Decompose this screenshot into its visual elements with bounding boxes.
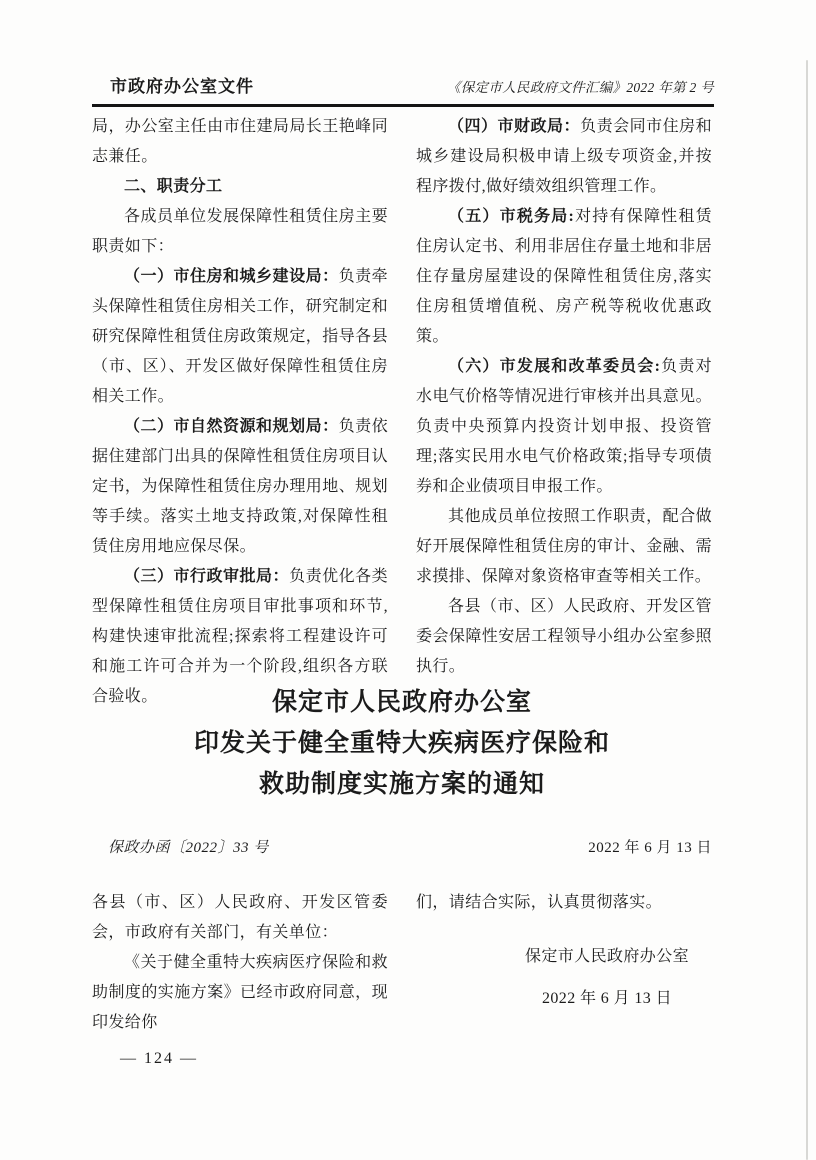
paragraph (416, 592, 712, 682)
paragraph (92, 888, 388, 948)
bottom-left-column (92, 888, 388, 1038)
paragraph-text: 各县（市、区）人民政府、开发区管委会保障性安居工程领导小组办公室参照执行。 (416, 598, 712, 675)
document-title-line2: 印发关于健全重特大疾病医疗保险和 (193, 730, 610, 757)
paragraph (416, 352, 712, 502)
bottom-right-paragraphs (416, 888, 712, 918)
paragraph (416, 202, 712, 352)
document-date: 2022 年 6 月 13 日 (588, 840, 712, 856)
paragraph-head: （六）市发展和改革委员会: (448, 358, 661, 375)
body-columns-bottom (92, 888, 712, 1038)
header-left-title: 市政府办公室文件 (110, 77, 254, 96)
paragraph-text: 局，办公室主任由市住建局局长王艳峰同志兼任。 (92, 118, 388, 165)
paragraph-text: 《关于健全重特大疾病医疗保险和救助制度的实施方案》已经市政府同意，现印发给你 (92, 954, 388, 1031)
document-title-line1: 保定市人民政府办公室 (271, 689, 532, 716)
paragraph (92, 262, 388, 412)
document-info-row (92, 836, 712, 857)
left-column (92, 112, 388, 712)
right-column (416, 112, 712, 712)
paragraph-text: 负责优化各类型保障性租赁住房项目审批事项和环节,构建快速审批流程;探索将工程建设许可和施工许可合并为一个阶段,组织各方联合验收。 (92, 568, 388, 705)
paragraph-text: 们，请结合实际，认真贯彻落实。 (416, 894, 663, 911)
signature-organization: 保定市人民政府办公室 (524, 948, 689, 965)
page-number: — 124 — (120, 1050, 198, 1067)
signature-block (502, 942, 712, 1014)
bottom-right-column (416, 888, 712, 1038)
paragraph-head: （一）市住房和城乡建设局： (124, 268, 339, 285)
signature-date: 2022 年 6 月 13 日 (542, 990, 672, 1007)
paragraph (416, 112, 712, 202)
paragraph-text: 对持有保障性租赁住房认定书、利用非居住存量土地和非居住存量房屋建设的保障性租赁住房,落实住房租赁增值税、房产税等税收优惠政策。 (416, 208, 713, 345)
paragraph-text: 各成员单位发展保障性租赁住房主要职责如下： (92, 208, 388, 255)
paragraph (416, 502, 712, 592)
paragraph-text: 其他成员单位按照工作职责，配合做好开展保障性租赁住房的审计、金融、需求摸排、保障对象资格审查等相关工作。 (416, 508, 712, 585)
paragraph-text: 负责对水电气价格等情况进行审核并出具意见。负责中央预算内投资计划申报、投资管理;落实民用水电气价格政策;指导专项债券和企业债项目申报工作。 (416, 358, 712, 495)
paragraph (92, 112, 388, 172)
document-title-line3: 救助制度实施方案的通知 (258, 771, 545, 798)
paragraph-head: （五）市税务局: (448, 208, 575, 225)
paragraph-head: （三）市行政审批局： (124, 568, 290, 585)
paragraph-text: 负责会同市住房和城乡建设局积极申请上级专项资金,并按程序拨付,做好绩效组织管理工作。 (416, 118, 713, 195)
paragraph (92, 412, 388, 562)
paragraph (92, 172, 388, 202)
paragraph-head: 二、职责分工 (124, 178, 223, 195)
paragraph (416, 888, 712, 918)
header-edition-info: 《保定市人民政府文件汇编》2022 年第 2 号 (446, 80, 714, 95)
document-number: 保政办函〔2022〕33 号 (108, 840, 269, 856)
paragraph-text: 负责依据住建部门出具的保障性租赁住房项目认定书，为保障性租赁住房办理用地、规划等手续。落实土地支持政策,对保障性租赁住房用地应保尽保。 (92, 418, 389, 555)
paragraph-text: 各县（市、区）人民政府、开发区管委会，市政府有关部门，有关单位： (92, 894, 388, 941)
paragraph-text: 负责牵头保障性租赁住房相关工作，研究制定和研究保障性租赁住房政策规定，指导各县（市、区）、开发区做好保障性租赁住房相关工作。 (92, 268, 389, 405)
page-header (92, 72, 714, 107)
document-title (92, 682, 712, 805)
paragraph (92, 202, 388, 262)
scan-artifact-line (806, 60, 808, 1160)
body-columns-top (92, 112, 712, 712)
paragraph-head: （四）市财政局： (448, 118, 581, 135)
paragraph (92, 948, 388, 1038)
paragraph-head: （二）市自然资源和规划局： (124, 418, 339, 435)
